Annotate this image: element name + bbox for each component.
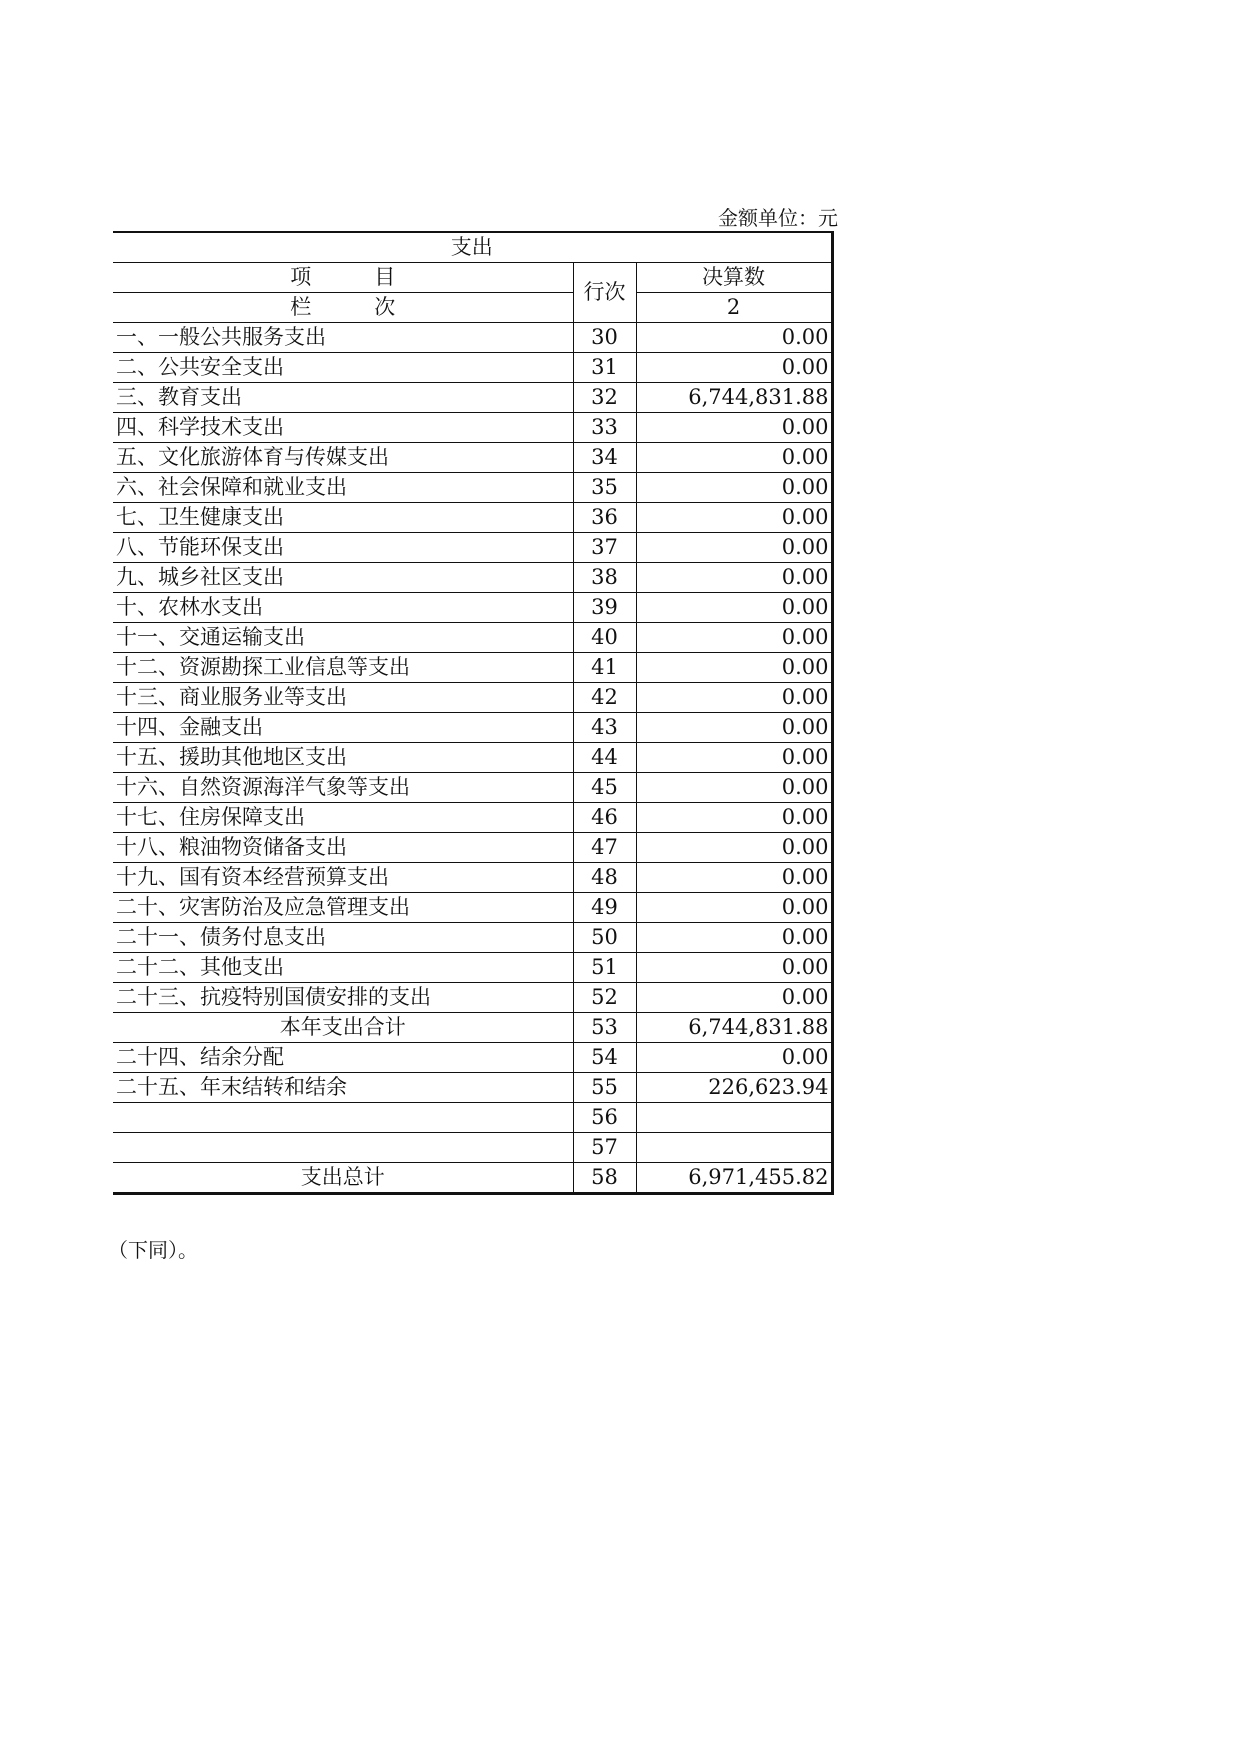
row-number-cell: 37 xyxy=(573,533,636,563)
row-number-cell: 44 xyxy=(573,743,636,773)
table-row xyxy=(113,653,832,683)
table-row xyxy=(113,473,832,503)
row-number-cell: 31 xyxy=(573,353,636,383)
item-cell: 十六、自然资源海洋气象等支出 xyxy=(113,773,573,803)
table-row xyxy=(113,893,832,923)
row-number-cell: 52 xyxy=(573,983,636,1013)
column-number-header: 栏 次 xyxy=(113,293,573,323)
item-cell: 十二、资源勘探工业信息等支出 xyxy=(113,653,573,683)
amount-cell: 0.00 xyxy=(636,533,832,563)
row-number-cell: 54 xyxy=(573,1043,636,1073)
table-row xyxy=(113,413,832,443)
row-number-cell: 57 xyxy=(573,1133,636,1163)
amount-cell: 0.00 xyxy=(636,563,832,593)
table-row xyxy=(113,1013,832,1043)
row-number-cell: 49 xyxy=(573,893,636,923)
amount-header: 决算数 xyxy=(636,263,832,293)
item-cell: 二十五、年末结转和结余 xyxy=(113,1073,573,1103)
row-number-cell: 48 xyxy=(573,863,636,893)
table-row xyxy=(113,803,832,833)
item-cell: 十三、商业服务业等支出 xyxy=(113,683,573,713)
amount-cell: 0.00 xyxy=(636,983,832,1013)
amount-cell: 6,971,455.82 xyxy=(636,1163,832,1194)
item-cell: 十五、援助其他地区支出 xyxy=(113,743,573,773)
amount-cell: 6,744,831.88 xyxy=(636,383,832,413)
row-number-cell: 50 xyxy=(573,923,636,953)
row-number-cell: 51 xyxy=(573,953,636,983)
table-row xyxy=(113,863,832,893)
amount-cell: 0.00 xyxy=(636,683,832,713)
item-cell: 三、教育支出 xyxy=(113,383,573,413)
table-row xyxy=(113,1073,832,1103)
item-cell: 七、卫生健康支出 xyxy=(113,503,573,533)
amount-cell: 0.00 xyxy=(636,833,832,863)
item-cell: 十八、粮油物资储备支出 xyxy=(113,833,573,863)
item-cell: 本年支出合计 xyxy=(113,1013,573,1043)
row-number-cell: 58 xyxy=(573,1163,636,1194)
amount-cell: 226,623.94 xyxy=(636,1073,832,1103)
row-number-cell: 46 xyxy=(573,803,636,833)
amount-cell: 0.00 xyxy=(636,863,832,893)
item-cell: 十、农林水支出 xyxy=(113,593,573,623)
row-number-cell: 53 xyxy=(573,1013,636,1043)
row-number-cell: 41 xyxy=(573,653,636,683)
table-row xyxy=(113,983,832,1013)
item-cell: 五、文化旅游体育与传媒支出 xyxy=(113,443,573,473)
section-title: 支出 xyxy=(113,232,832,263)
table-row xyxy=(113,1163,832,1194)
row-number-cell: 40 xyxy=(573,623,636,653)
amount-cell: 0.00 xyxy=(636,773,832,803)
item-cell: 二十、灾害防治及应急管理支出 xyxy=(113,893,573,923)
table-row xyxy=(113,923,832,953)
item-cell xyxy=(113,1133,573,1163)
amount-cell xyxy=(636,1133,832,1163)
item-cell: 二十二、其他支出 xyxy=(113,953,573,983)
amount-column-number: 2 xyxy=(636,293,832,323)
expenditure-table xyxy=(113,231,834,1195)
item-cell: 二十四、结余分配 xyxy=(113,1043,573,1073)
amount-cell: 0.00 xyxy=(636,503,832,533)
item-cell: 二十三、抗疫特别国债安排的支出 xyxy=(113,983,573,1013)
table-row xyxy=(113,533,832,563)
row-number-cell: 33 xyxy=(573,413,636,443)
item-cell: 二、公共安全支出 xyxy=(113,353,573,383)
row-number-cell: 36 xyxy=(573,503,636,533)
item-cell: 二十一、债务付息支出 xyxy=(113,923,573,953)
amount-cell: 0.00 xyxy=(636,743,832,773)
table-row xyxy=(113,833,832,863)
amount-cell: 0.00 xyxy=(636,923,832,953)
row-number-cell: 35 xyxy=(573,473,636,503)
section-title-row xyxy=(113,232,832,263)
amount-cell: 0.00 xyxy=(636,1043,832,1073)
table-row xyxy=(113,623,832,653)
amount-unit-label: 金额单位：元 xyxy=(718,206,838,230)
table-row xyxy=(113,383,832,413)
item-header: 项 目 xyxy=(113,263,573,293)
amount-cell xyxy=(636,1103,832,1133)
table-row xyxy=(113,443,832,473)
row-number-cell: 42 xyxy=(573,683,636,713)
row-number-cell: 47 xyxy=(573,833,636,863)
amount-cell: 0.00 xyxy=(636,593,832,623)
table-row xyxy=(113,743,832,773)
table-row xyxy=(113,773,832,803)
table-row xyxy=(113,593,832,623)
amount-cell: 0.00 xyxy=(636,413,832,443)
item-cell: 一、一般公共服务支出 xyxy=(113,323,573,353)
table-row xyxy=(113,503,832,533)
row-number-cell: 43 xyxy=(573,713,636,743)
amount-cell: 0.00 xyxy=(636,323,832,353)
header-row-1 xyxy=(113,263,832,293)
header-row-2 xyxy=(113,293,832,323)
table-row xyxy=(113,1133,832,1163)
row-number-cell: 30 xyxy=(573,323,636,353)
item-cell: 八、节能环保支出 xyxy=(113,533,573,563)
amount-cell: 0.00 xyxy=(636,443,832,473)
item-cell: 十九、国有资本经营预算支出 xyxy=(113,863,573,893)
row-number-header: 行次 xyxy=(573,263,636,323)
table-row xyxy=(113,353,832,383)
item-cell: 十七、住房保障支出 xyxy=(113,803,573,833)
row-number-cell: 34 xyxy=(573,443,636,473)
row-number-cell: 55 xyxy=(573,1073,636,1103)
amount-cell: 0.00 xyxy=(636,713,832,743)
table-row xyxy=(113,1103,832,1133)
amount-cell: 0.00 xyxy=(636,893,832,923)
item-cell: 四、科学技术支出 xyxy=(113,413,573,443)
amount-cell: 0.00 xyxy=(636,623,832,653)
table-row xyxy=(113,563,832,593)
table-row xyxy=(113,683,832,713)
row-number-cell: 32 xyxy=(573,383,636,413)
row-number-cell: 56 xyxy=(573,1103,636,1133)
footnote: （下同）。 xyxy=(108,1238,198,1262)
amount-cell: 0.00 xyxy=(636,353,832,383)
amount-cell: 0.00 xyxy=(636,803,832,833)
amount-cell: 6,744,831.88 xyxy=(636,1013,832,1043)
amount-cell: 0.00 xyxy=(636,653,832,683)
table-row xyxy=(113,1043,832,1073)
amount-cell: 0.00 xyxy=(636,473,832,503)
item-cell: 支出总计 xyxy=(113,1163,573,1194)
row-number-cell: 39 xyxy=(573,593,636,623)
amount-cell: 0.00 xyxy=(636,953,832,983)
item-cell: 六、社会保障和就业支出 xyxy=(113,473,573,503)
table-row xyxy=(113,323,832,353)
item-cell xyxy=(113,1103,573,1133)
item-cell: 十一、交通运输支出 xyxy=(113,623,573,653)
table-row xyxy=(113,953,832,983)
item-cell: 九、城乡社区支出 xyxy=(113,563,573,593)
item-cell: 十四、金融支出 xyxy=(113,713,573,743)
row-number-cell: 45 xyxy=(573,773,636,803)
table-row xyxy=(113,713,832,743)
row-number-cell: 38 xyxy=(573,563,636,593)
